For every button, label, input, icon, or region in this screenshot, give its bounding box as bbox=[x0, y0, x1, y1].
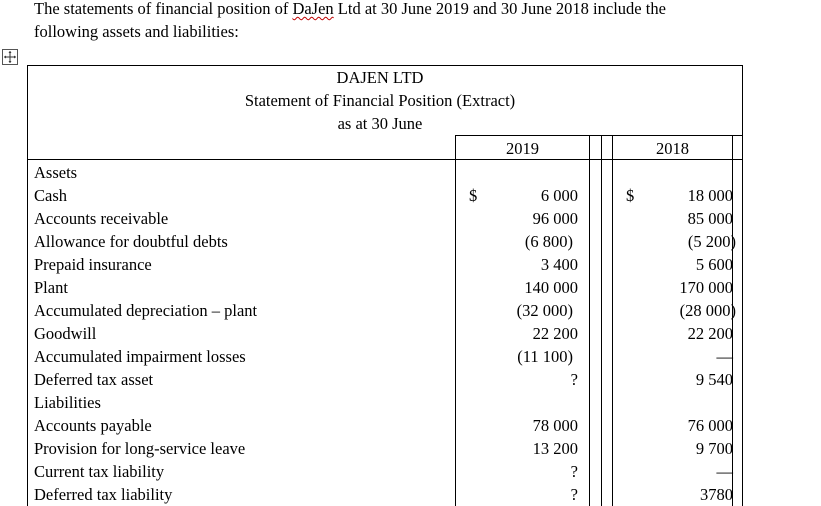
table-move-handle-icon[interactable] bbox=[2, 49, 18, 65]
row-label: Prepaid insurance bbox=[34, 255, 152, 274]
row-label: Deferred tax liability bbox=[34, 485, 173, 504]
row-label: Deferred tax asset bbox=[34, 370, 154, 389]
row-label: Accounts receivable bbox=[34, 209, 169, 228]
row-label: Goodwill bbox=[34, 324, 97, 343]
value-2018: — bbox=[716, 347, 733, 366]
value-2018: 170 000 bbox=[679, 278, 733, 297]
row-label: Allowance for doubtful debts bbox=[34, 232, 228, 251]
section-label-liabilities: Liabilities bbox=[34, 393, 101, 412]
statement-date: as at 30 June bbox=[337, 114, 423, 133]
value-2019: 96 000 bbox=[532, 209, 578, 228]
col-divider bbox=[601, 135, 602, 506]
col-divider bbox=[589, 135, 590, 506]
row-label: Provision for long-service leave bbox=[34, 439, 246, 458]
value-2019: (6 800) bbox=[524, 232, 573, 251]
value-2019: 6 000 bbox=[540, 186, 578, 205]
row-label: Accumulated impairment losses bbox=[34, 347, 246, 366]
row-label: Accounts payable bbox=[34, 416, 152, 435]
intro-text: Ltd at 30 June 2019 and 30 June 2018 include the bbox=[333, 0, 666, 18]
row-label: Plant bbox=[34, 278, 68, 297]
row-label: Cash bbox=[34, 186, 67, 205]
value-2018: 76 000 bbox=[687, 416, 733, 435]
value-2019: 22 200 bbox=[532, 324, 578, 343]
value-2018: (28 000) bbox=[679, 301, 736, 320]
intro-paragraph bbox=[34, 0, 666, 43]
value-2019: (32 000) bbox=[516, 301, 573, 320]
value-2018: 85 000 bbox=[687, 209, 733, 228]
value-2019: 13 200 bbox=[532, 439, 578, 458]
value-2018: 9 540 bbox=[695, 370, 733, 389]
value-2018: 9 700 bbox=[695, 439, 733, 458]
value-2019: 140 000 bbox=[524, 278, 578, 297]
intro-line-1 bbox=[34, 0, 666, 20]
intro-text: The statements of financial position of bbox=[34, 0, 293, 18]
section-label-assets: Assets bbox=[34, 163, 78, 182]
statement-title: Statement of Financial Position (Extract) bbox=[244, 91, 516, 110]
value-2019: 3 400 bbox=[540, 255, 578, 274]
spellcheck-word[interactable]: DaJen bbox=[292, 0, 334, 18]
value-2018: (5 200) bbox=[687, 232, 736, 251]
row-label: Accumulated depreciation – plant bbox=[34, 301, 258, 320]
value-2018: 3780 bbox=[700, 485, 733, 504]
row-label: Current tax liability bbox=[34, 462, 165, 481]
column-header-2018: 2018 bbox=[656, 139, 689, 158]
column-header-2019: 2019 bbox=[506, 139, 539, 158]
value-2019: (11 100) bbox=[517, 347, 573, 366]
table-border-right bbox=[742, 65, 743, 506]
intro-line-2: following assets and liabilities: bbox=[34, 22, 239, 41]
value-2019: ? bbox=[570, 462, 578, 481]
company-name: DAJEN LTD bbox=[336, 68, 424, 87]
currency-symbol: $ bbox=[469, 186, 478, 205]
currency-symbol: $ bbox=[626, 186, 635, 205]
value-2018: 5 600 bbox=[695, 255, 733, 274]
value-2018: — bbox=[716, 462, 733, 481]
value-2019: 78 000 bbox=[532, 416, 578, 435]
value-2019: ? bbox=[570, 370, 578, 389]
column-header-top-line bbox=[455, 135, 743, 136]
value-2018: 18 000 bbox=[687, 186, 733, 205]
value-2018: 22 200 bbox=[687, 324, 733, 343]
value-2019: ? bbox=[570, 485, 578, 504]
